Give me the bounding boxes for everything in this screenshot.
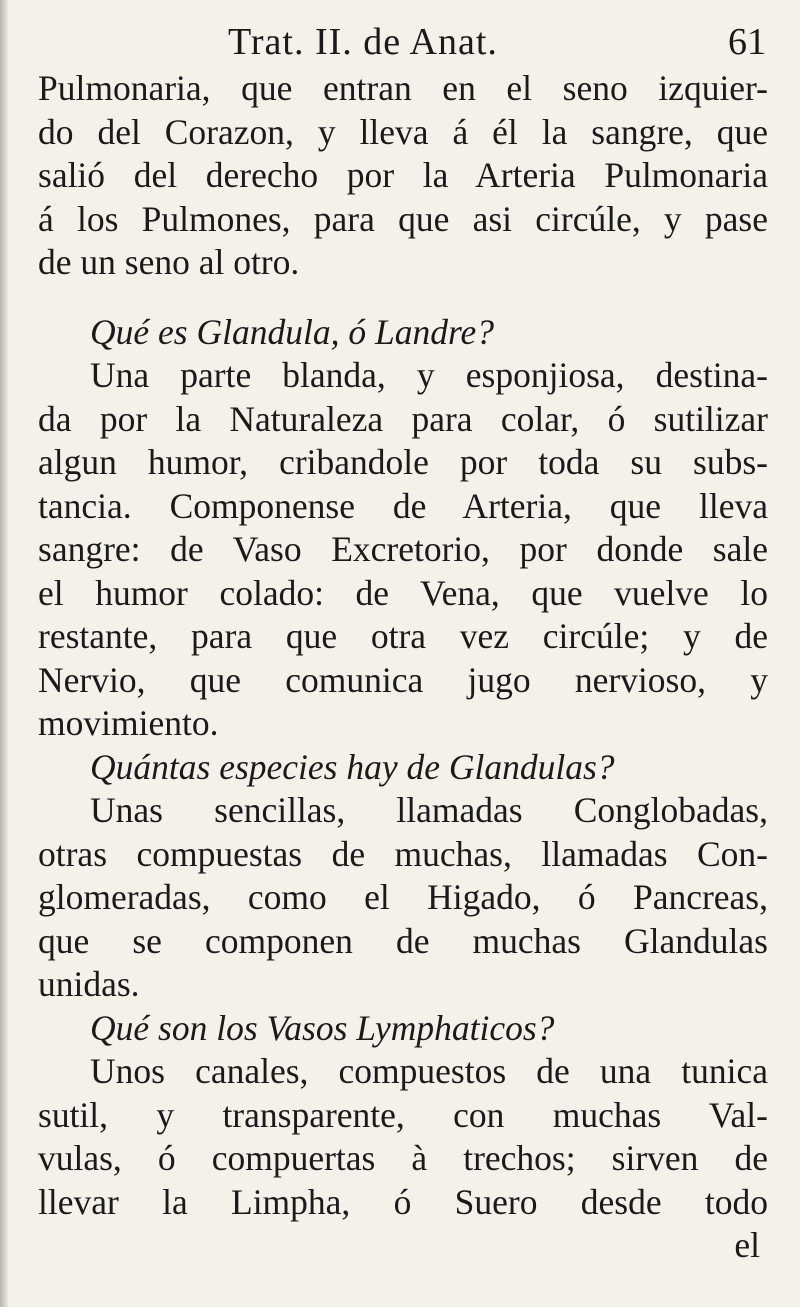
page-number: 61 — [728, 21, 766, 63]
text-line: de un seno al otro. — [38, 242, 300, 282]
running-head: Trat. II. de Anat. — [228, 21, 498, 63]
text-line: salió del derecho por la Arteria Pulmonaria — [38, 155, 768, 195]
text-line: da por la Naturaleza para colar, ó sutilizar — [38, 398, 768, 439]
text-line: glomeradas, como el Higado, ó Pancreas, — [38, 877, 768, 917]
text-line: tancia. Componense de Arteria, que lleva — [38, 485, 768, 526]
text-line: Una parte blanda, y esponjiosa, destina- — [90, 355, 768, 395]
text-line: Nervio, que comunica jugo nervioso, y — [38, 659, 768, 700]
text-line: Unas sencillas, llamadas Conglobadas, — [90, 790, 768, 830]
text-line: á los Pulmones, para que asi circúle, y pase — [38, 198, 768, 239]
page-text — [38, 67, 768, 1268]
text-line: algun humor, cribandole por toda su subs- — [38, 442, 768, 482]
text-line: do del Corazon, y lleva á él la sangre, que — [38, 111, 768, 152]
text-line: movimiento. — [38, 703, 219, 743]
text-line: llevar la Limpha, ó Suero desde todo — [38, 1181, 768, 1222]
page-header — [0, 12, 800, 72]
text-line: restante, para que otra vez circúle; y de — [38, 616, 768, 656]
text-line: otras compuestas de muchas, llamadas Con- — [38, 833, 768, 874]
question-heading: Qué es Glandula, ó Landre? — [90, 311, 494, 352]
text-line: Unos canales, compuestos de una tunica — [90, 1051, 768, 1091]
text-line: que se componen de muchas Glandulas — [38, 920, 768, 961]
paragraph-gap — [38, 285, 768, 311]
question-heading: Quántas especies hay de Glandulas? — [90, 746, 615, 787]
question-heading: Qué son los Vasos Lymphaticos? — [90, 1007, 555, 1048]
text-line: sangre: de Vaso Excretorio, por donde sale — [38, 529, 768, 569]
text-line: sutil, y transparente, con muchas Val- — [38, 1094, 768, 1135]
text-line: unidas. — [38, 964, 140, 1004]
text-line: vulas, ó compuertas à trechos; sirven de — [38, 1138, 768, 1178]
text-line: el humor colado: de Vena, que vuelve lo — [38, 572, 768, 613]
text-line: Pulmonaria, que entran en el seno izquier- — [38, 68, 768, 108]
page-edge — [0, 0, 8, 1307]
catchword: el — [734, 1225, 760, 1265]
